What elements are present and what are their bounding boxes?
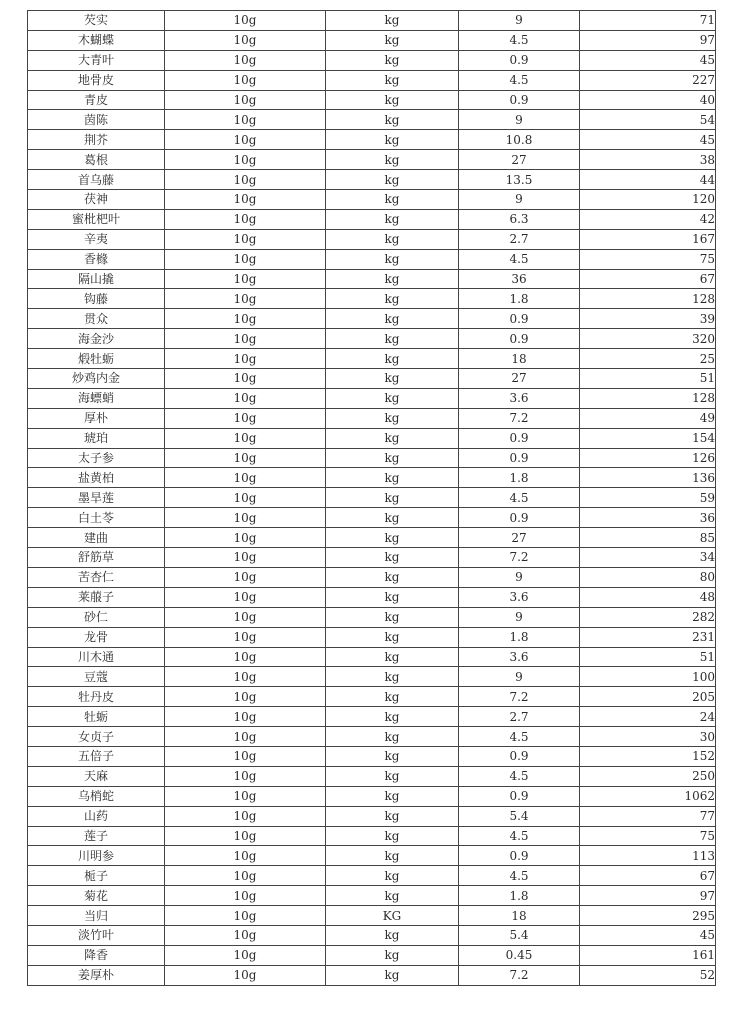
herb-name-cell: 芡实	[28, 11, 165, 31]
herb-name-cell: 豆蔻	[28, 667, 165, 687]
spec-cell: 10g	[165, 130, 326, 150]
quantity-cell: 1.8	[459, 289, 580, 309]
herb-name-cell: 山药	[28, 806, 165, 826]
quantity-cell: 9	[459, 11, 580, 31]
quantity-cell: 0.9	[459, 846, 580, 866]
spec-cell: 10g	[165, 746, 326, 766]
price-cell: 67	[580, 866, 716, 886]
spec-cell: 10g	[165, 906, 326, 926]
spec-cell: 10g	[165, 647, 326, 667]
quantity-cell: 0.9	[459, 50, 580, 70]
price-cell: 282	[580, 607, 716, 627]
spec-cell: 10g	[165, 190, 326, 210]
table-row	[28, 687, 716, 707]
table-row	[28, 448, 716, 468]
price-cell: 152	[580, 746, 716, 766]
unit-cell: kg	[326, 786, 459, 806]
table-row	[28, 667, 716, 687]
table-row	[28, 587, 716, 607]
quantity-cell: 9	[459, 607, 580, 627]
unit-cell: kg	[326, 687, 459, 707]
herb-name-cell: 大青叶	[28, 50, 165, 70]
table-row	[28, 965, 716, 985]
spec-cell: 10g	[165, 408, 326, 428]
quantity-cell: 13.5	[459, 170, 580, 190]
price-cell: 75	[580, 249, 716, 269]
herb-name-cell: 乌梢蛇	[28, 786, 165, 806]
unit-cell: kg	[326, 925, 459, 945]
table-body	[28, 11, 716, 986]
price-cell: 80	[580, 567, 716, 587]
spec-cell: 10g	[165, 329, 326, 349]
price-cell: 161	[580, 945, 716, 965]
unit-cell: kg	[326, 766, 459, 786]
quantity-cell: 7.2	[459, 408, 580, 428]
price-cell: 49	[580, 408, 716, 428]
price-cell: 34	[580, 548, 716, 568]
price-cell: 320	[580, 329, 716, 349]
spec-cell: 10g	[165, 269, 326, 289]
unit-cell: kg	[326, 886, 459, 906]
herb-name-cell: 姜厚朴	[28, 965, 165, 985]
table-row	[28, 249, 716, 269]
spec-cell: 10g	[165, 170, 326, 190]
table-row	[28, 289, 716, 309]
quantity-cell: 0.9	[459, 786, 580, 806]
unit-cell: kg	[326, 468, 459, 488]
spec-cell: 10g	[165, 766, 326, 786]
unit-cell: kg	[326, 309, 459, 329]
spec-cell: 10g	[165, 309, 326, 329]
price-cell: 36	[580, 508, 716, 528]
quantity-cell: 3.6	[459, 647, 580, 667]
unit-cell: kg	[326, 528, 459, 548]
unit-cell: kg	[326, 587, 459, 607]
spec-cell: 10g	[165, 945, 326, 965]
spec-cell: 10g	[165, 866, 326, 886]
unit-cell: kg	[326, 408, 459, 428]
price-cell: 97	[580, 886, 716, 906]
herb-name-cell: 舒筋草	[28, 548, 165, 568]
table-row	[28, 508, 716, 528]
spec-cell: 10g	[165, 707, 326, 727]
table-row	[28, 846, 716, 866]
quantity-cell: 5.4	[459, 925, 580, 945]
spec-cell: 10g	[165, 11, 326, 31]
price-cell: 227	[580, 70, 716, 90]
table-row	[28, 925, 716, 945]
herb-name-cell: 首乌藤	[28, 170, 165, 190]
unit-cell: kg	[326, 667, 459, 687]
herb-name-cell: 海螵蛸	[28, 388, 165, 408]
quantity-cell: 18	[459, 906, 580, 926]
spec-cell: 10g	[165, 488, 326, 508]
price-cell: 24	[580, 707, 716, 727]
spec-cell: 10g	[165, 209, 326, 229]
herb-name-cell: 辛夷	[28, 229, 165, 249]
quantity-cell: 4.5	[459, 488, 580, 508]
herb-name-cell: 香橼	[28, 249, 165, 269]
spec-cell: 10g	[165, 369, 326, 389]
table-row	[28, 528, 716, 548]
quantity-cell: 7.2	[459, 548, 580, 568]
unit-cell: KG	[326, 906, 459, 926]
quantity-cell: 0.45	[459, 945, 580, 965]
herb-name-cell: 葛根	[28, 150, 165, 170]
spec-cell: 10g	[165, 30, 326, 50]
quantity-cell: 4.5	[459, 727, 580, 747]
table-row	[28, 707, 716, 727]
quantity-cell: 0.9	[459, 309, 580, 329]
herb-name-cell: 莲子	[28, 826, 165, 846]
price-cell: 167	[580, 229, 716, 249]
price-cell: 45	[580, 50, 716, 70]
unit-cell: kg	[326, 190, 459, 210]
herb-name-cell: 茯神	[28, 190, 165, 210]
herb-name-cell: 荆芥	[28, 130, 165, 150]
herb-name-cell: 炒鸡内金	[28, 369, 165, 389]
unit-cell: kg	[326, 110, 459, 130]
table-row	[28, 627, 716, 647]
price-cell: 100	[580, 667, 716, 687]
price-cell: 128	[580, 388, 716, 408]
quantity-cell: 4.5	[459, 766, 580, 786]
unit-cell: kg	[326, 846, 459, 866]
herb-name-cell: 天麻	[28, 766, 165, 786]
herb-name-cell: 海金沙	[28, 329, 165, 349]
herb-price-table	[27, 10, 716, 986]
price-cell: 120	[580, 190, 716, 210]
price-cell: 40	[580, 90, 716, 110]
table-row	[28, 309, 716, 329]
herb-name-cell: 茵陈	[28, 110, 165, 130]
price-cell: 67	[580, 269, 716, 289]
unit-cell: kg	[326, 11, 459, 31]
spec-cell: 10g	[165, 727, 326, 747]
table-row	[28, 349, 716, 369]
quantity-cell: 27	[459, 528, 580, 548]
table-row	[28, 229, 716, 249]
unit-cell: kg	[326, 229, 459, 249]
quantity-cell: 0.9	[459, 428, 580, 448]
price-cell: 205	[580, 687, 716, 707]
herb-name-cell: 贯众	[28, 309, 165, 329]
spec-cell: 10g	[165, 508, 326, 528]
spec-cell: 10g	[165, 687, 326, 707]
quantity-cell: 7.2	[459, 687, 580, 707]
quantity-cell: 4.5	[459, 866, 580, 886]
herb-name-cell: 苦杏仁	[28, 567, 165, 587]
table-row	[28, 806, 716, 826]
spec-cell: 10g	[165, 150, 326, 170]
quantity-cell: 0.9	[459, 329, 580, 349]
table-row	[28, 90, 716, 110]
price-cell: 250	[580, 766, 716, 786]
herb-name-cell: 盐黄柏	[28, 468, 165, 488]
herb-name-cell: 川明参	[28, 846, 165, 866]
table-row	[28, 766, 716, 786]
price-cell: 38	[580, 150, 716, 170]
unit-cell: kg	[326, 508, 459, 528]
quantity-cell: 3.6	[459, 587, 580, 607]
quantity-cell: 0.9	[459, 90, 580, 110]
herb-name-cell: 牡蛎	[28, 707, 165, 727]
spec-cell: 10g	[165, 826, 326, 846]
price-cell: 51	[580, 647, 716, 667]
unit-cell: kg	[326, 170, 459, 190]
unit-cell: kg	[326, 488, 459, 508]
price-cell: 30	[580, 727, 716, 747]
table-row	[28, 50, 716, 70]
unit-cell: kg	[326, 50, 459, 70]
price-cell: 71	[580, 11, 716, 31]
unit-cell: kg	[326, 150, 459, 170]
spec-cell: 10g	[165, 468, 326, 488]
quantity-cell: 4.5	[459, 826, 580, 846]
unit-cell: kg	[326, 349, 459, 369]
quantity-cell: 1.8	[459, 468, 580, 488]
table-row	[28, 567, 716, 587]
herb-name-cell: 墨旱莲	[28, 488, 165, 508]
table-row	[28, 329, 716, 349]
quantity-cell: 5.4	[459, 806, 580, 826]
table-row	[28, 468, 716, 488]
spec-cell: 10g	[165, 548, 326, 568]
table-row	[28, 786, 716, 806]
unit-cell: kg	[326, 567, 459, 587]
herb-name-cell: 太子参	[28, 448, 165, 468]
herb-name-cell: 建曲	[28, 528, 165, 548]
unit-cell: kg	[326, 746, 459, 766]
unit-cell: kg	[326, 945, 459, 965]
table-row	[28, 269, 716, 289]
spec-cell: 10g	[165, 886, 326, 906]
quantity-cell: 9	[459, 567, 580, 587]
quantity-cell: 0.9	[459, 448, 580, 468]
table-row	[28, 11, 716, 31]
unit-cell: kg	[326, 249, 459, 269]
herb-name-cell: 钩藤	[28, 289, 165, 309]
price-cell: 42	[580, 209, 716, 229]
spec-cell: 10g	[165, 806, 326, 826]
unit-cell: kg	[326, 70, 459, 90]
table-row	[28, 150, 716, 170]
spec-cell: 10g	[165, 70, 326, 90]
table-row	[28, 906, 716, 926]
herb-name-cell: 莱菔子	[28, 587, 165, 607]
unit-cell: kg	[326, 627, 459, 647]
price-cell: 51	[580, 369, 716, 389]
quantity-cell: 4.5	[459, 249, 580, 269]
herb-name-cell: 五倍子	[28, 746, 165, 766]
unit-cell: kg	[326, 607, 459, 627]
herb-name-cell: 当归	[28, 906, 165, 926]
quantity-cell: 4.5	[459, 30, 580, 50]
herb-name-cell: 白土苓	[28, 508, 165, 528]
herb-name-cell: 隔山撬	[28, 269, 165, 289]
unit-cell: kg	[326, 806, 459, 826]
quantity-cell: 36	[459, 269, 580, 289]
price-cell: 1062	[580, 786, 716, 806]
herb-name-cell: 淡竹叶	[28, 925, 165, 945]
quantity-cell: 10.8	[459, 130, 580, 150]
spec-cell: 10g	[165, 249, 326, 269]
herb-name-cell: 牡丹皮	[28, 687, 165, 707]
quantity-cell: 0.9	[459, 508, 580, 528]
herb-name-cell: 降香	[28, 945, 165, 965]
quantity-cell: 18	[459, 349, 580, 369]
price-cell: 128	[580, 289, 716, 309]
spec-cell: 10g	[165, 349, 326, 369]
spec-cell: 10g	[165, 627, 326, 647]
herb-name-cell: 青皮	[28, 90, 165, 110]
table-row	[28, 170, 716, 190]
table-row	[28, 647, 716, 667]
price-cell: 44	[580, 170, 716, 190]
table-row	[28, 886, 716, 906]
unit-cell: kg	[326, 289, 459, 309]
unit-cell: kg	[326, 647, 459, 667]
price-cell: 154	[580, 428, 716, 448]
spec-cell: 10g	[165, 388, 326, 408]
unit-cell: kg	[326, 727, 459, 747]
table-row	[28, 826, 716, 846]
quantity-cell: 27	[459, 369, 580, 389]
quantity-cell: 9	[459, 190, 580, 210]
spec-cell: 10g	[165, 567, 326, 587]
unit-cell: kg	[326, 448, 459, 468]
table-row	[28, 190, 716, 210]
spec-cell: 10g	[165, 289, 326, 309]
table-row	[28, 488, 716, 508]
herb-name-cell: 木蝴蝶	[28, 30, 165, 50]
price-cell: 113	[580, 846, 716, 866]
unit-cell: kg	[326, 30, 459, 50]
quantity-cell: 27	[459, 150, 580, 170]
unit-cell: kg	[326, 707, 459, 727]
unit-cell: kg	[326, 826, 459, 846]
herb-name-cell: 蜜枇杷叶	[28, 209, 165, 229]
spec-cell: 10g	[165, 846, 326, 866]
spec-cell: 10g	[165, 587, 326, 607]
quantity-cell: 3.6	[459, 388, 580, 408]
unit-cell: kg	[326, 329, 459, 349]
unit-cell: kg	[326, 90, 459, 110]
quantity-cell: 0.9	[459, 746, 580, 766]
unit-cell: kg	[326, 428, 459, 448]
table-row	[28, 945, 716, 965]
table-row	[28, 548, 716, 568]
unit-cell: kg	[326, 130, 459, 150]
table-row	[28, 428, 716, 448]
unit-cell: kg	[326, 369, 459, 389]
herb-name-cell: 厚朴	[28, 408, 165, 428]
price-cell: 45	[580, 130, 716, 150]
table-row	[28, 369, 716, 389]
price-cell: 77	[580, 806, 716, 826]
table-row	[28, 727, 716, 747]
price-cell: 231	[580, 627, 716, 647]
price-cell: 52	[580, 965, 716, 985]
spec-cell: 10g	[165, 607, 326, 627]
price-cell: 45	[580, 925, 716, 945]
herb-name-cell: 地骨皮	[28, 70, 165, 90]
herb-name-cell: 砂仁	[28, 607, 165, 627]
spec-cell: 10g	[165, 965, 326, 985]
herb-name-cell: 煅牡蛎	[28, 349, 165, 369]
unit-cell: kg	[326, 965, 459, 985]
price-cell: 39	[580, 309, 716, 329]
table-row	[28, 408, 716, 428]
quantity-cell: 9	[459, 667, 580, 687]
table-row	[28, 209, 716, 229]
quantity-cell: 1.8	[459, 886, 580, 906]
spec-cell: 10g	[165, 110, 326, 130]
price-cell: 25	[580, 349, 716, 369]
herb-name-cell: 琥珀	[28, 428, 165, 448]
price-cell: 54	[580, 110, 716, 130]
herb-name-cell: 龙骨	[28, 627, 165, 647]
price-cell: 126	[580, 448, 716, 468]
spec-cell: 10g	[165, 50, 326, 70]
price-cell: 295	[580, 906, 716, 926]
spec-cell: 10g	[165, 428, 326, 448]
price-cell: 97	[580, 30, 716, 50]
price-cell: 48	[580, 587, 716, 607]
quantity-cell: 9	[459, 110, 580, 130]
table-row	[28, 110, 716, 130]
quantity-cell: 7.2	[459, 965, 580, 985]
spec-cell: 10g	[165, 448, 326, 468]
price-cell: 59	[580, 488, 716, 508]
table-row	[28, 388, 716, 408]
unit-cell: kg	[326, 269, 459, 289]
spec-cell: 10g	[165, 786, 326, 806]
spec-cell: 10g	[165, 925, 326, 945]
unit-cell: kg	[326, 209, 459, 229]
unit-cell: kg	[326, 866, 459, 886]
herb-name-cell: 女贞子	[28, 727, 165, 747]
spec-cell: 10g	[165, 528, 326, 548]
quantity-cell: 2.7	[459, 707, 580, 727]
price-cell: 75	[580, 826, 716, 846]
table-row	[28, 607, 716, 627]
spec-cell: 10g	[165, 90, 326, 110]
quantity-cell: 1.8	[459, 627, 580, 647]
table-row	[28, 70, 716, 90]
table-row	[28, 130, 716, 150]
price-cell: 85	[580, 528, 716, 548]
unit-cell: kg	[326, 388, 459, 408]
herb-name-cell: 菊花	[28, 886, 165, 906]
table-row	[28, 30, 716, 50]
table-row	[28, 746, 716, 766]
unit-cell: kg	[326, 548, 459, 568]
spec-cell: 10g	[165, 229, 326, 249]
price-cell: 136	[580, 468, 716, 488]
herb-name-cell: 栀子	[28, 866, 165, 886]
quantity-cell: 2.7	[459, 229, 580, 249]
herb-name-cell: 川木通	[28, 647, 165, 667]
quantity-cell: 6.3	[459, 209, 580, 229]
quantity-cell: 4.5	[459, 70, 580, 90]
spec-cell: 10g	[165, 667, 326, 687]
table-row	[28, 866, 716, 886]
